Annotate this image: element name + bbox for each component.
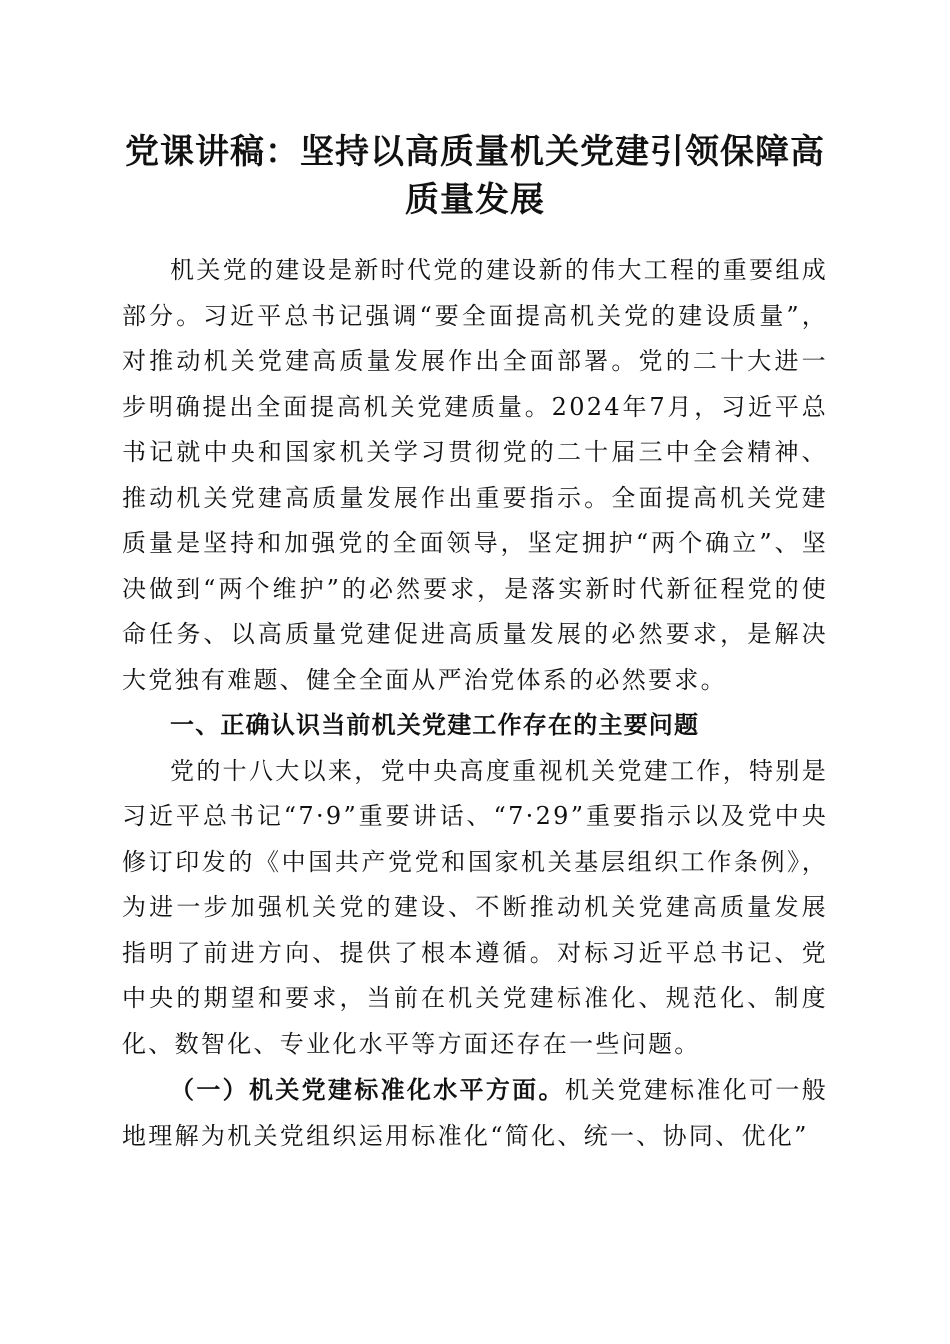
intro-paragraph: 机关党的建设是新时代党的建设新的伟大工程的重要组成部分。习近平总书记强调“要全面提高机关党的建设质量”，对推动机关党建高质量发展作出全面部署。党的二十大进一步明确提出全面提高机关党建质量。2024年7月，习近平总书记就中央和国家机关学习贯彻党的二十届三中全会精神、推动机关党建高质量发展作出重要指示。全面提高机关党建质量是坚持和加强党的全面领导，坚定拥护“两个确立”、坚决做到“两个维护”的必然要求，是落实新时代新征程党的使命任务、以高质量党建促进高质量发展的必然要求，是解决大党独有难题、健全全面从严治党体系的必然要求。 — [122, 256, 828, 694]
section-heading-1: 一、正确认识当前机关党建工作存在的主要问题 — [170, 711, 700, 739]
subsection-1-text: 机关党建标准化可一般地理解为机关党组织运用标准化“简化、统一、协同、优化” — [122, 1076, 828, 1150]
document-title: 党课讲稿：坚持以高质量机关党建引领保障高质量发展 — [125, 132, 825, 220]
document-body — [122, 248, 828, 1159]
subsection-1-paragraph — [122, 1067, 828, 1159]
subsection-heading-1: （一）机关党建标准化水平方面。 — [170, 1075, 565, 1104]
section-1-paragraph: 党的十八大以来，党中央高度重视机关党建工作，特别是习近平总书记“7·9”重要讲话、“7·29”重要指示以及党中央修订印发的《中国共产党党和国家机关基层组织工作条例》，为进一步加强机关党的建设、不断推动机关党建高质量发展指明了前进方向、提供了根本遵循。对标习近平总书记、党中央的期望和要求，当前在机关党建标准化、规范化、制度化、数智化、专业化水平等方面还存在一些问题。 — [122, 756, 828, 1058]
